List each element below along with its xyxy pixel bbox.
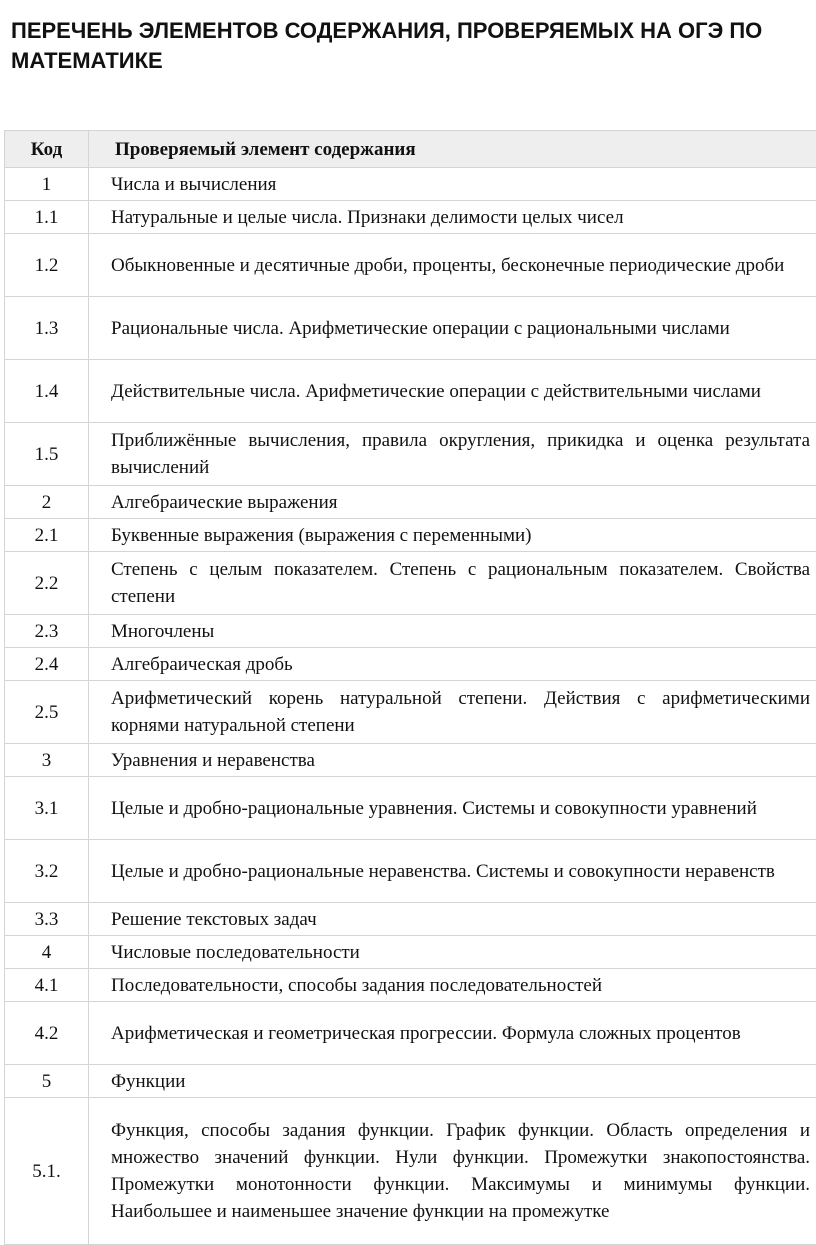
table-row bbox=[5, 681, 816, 744]
table-row bbox=[5, 777, 816, 840]
row-code: 2.3 bbox=[5, 615, 89, 648]
row-code: 2.2 bbox=[5, 552, 89, 615]
table-row bbox=[5, 201, 816, 234]
row-description: Целые и дробно-рациональные неравенства. Системы и совокупности неравенств bbox=[89, 840, 816, 903]
row-description: Рациональные числа. Арифметические операции с рациональными числами bbox=[89, 297, 816, 360]
row-description: Числовые последовательности bbox=[89, 936, 816, 969]
row-description: Алгебраические выражения bbox=[89, 486, 816, 519]
row-code: 2.1 bbox=[5, 519, 89, 552]
row-description: Приближённые вычисления, правила округления, прикидка и оценка результата вычислений bbox=[89, 423, 816, 486]
row-code: 3.1 bbox=[5, 777, 89, 840]
row-description: Уравнения и неравенства bbox=[89, 744, 816, 777]
table-row bbox=[5, 486, 816, 519]
row-description: Последовательности, способы задания последовательностей bbox=[89, 969, 816, 1002]
table-row bbox=[5, 234, 816, 297]
row-code: 2.5 bbox=[5, 681, 89, 744]
row-code: 1.1 bbox=[5, 201, 89, 234]
row-description: Натуральные и целые числа. Признаки делимости целых чисел bbox=[89, 201, 816, 234]
row-code: 1.4 bbox=[5, 360, 89, 423]
table-row bbox=[5, 936, 816, 969]
row-code: 3.2 bbox=[5, 840, 89, 903]
table-row bbox=[5, 648, 816, 681]
table-row bbox=[5, 744, 816, 777]
row-description: Целые и дробно-рациональные уравнения. Системы и совокупности уравнений bbox=[89, 777, 816, 840]
row-code: 4 bbox=[5, 936, 89, 969]
row-description: Арифметический корень натуральной степени. Действия с арифметическими корнями натуральной степени bbox=[89, 681, 816, 744]
row-code: 1 bbox=[5, 168, 89, 201]
row-description: Функции bbox=[89, 1065, 816, 1098]
table-row bbox=[5, 840, 816, 903]
row-description: Многочлены bbox=[89, 615, 816, 648]
table-header-row bbox=[5, 131, 816, 168]
table-row bbox=[5, 1098, 816, 1245]
row-code: 3 bbox=[5, 744, 89, 777]
row-code: 2.4 bbox=[5, 648, 89, 681]
row-description: Степень с целым показателем. Степень с рациональным показателем. Свойства степени bbox=[89, 552, 816, 615]
row-code: 4.2 bbox=[5, 1002, 89, 1065]
row-description: Обыкновенные и десятичные дроби, проценты, бесконечные периодические дроби bbox=[89, 234, 816, 297]
row-code: 5 bbox=[5, 1065, 89, 1098]
table-row bbox=[5, 969, 816, 1002]
table-row bbox=[5, 360, 816, 423]
header-code: Код bbox=[5, 131, 89, 168]
table-row bbox=[5, 423, 816, 486]
table-row bbox=[5, 615, 816, 648]
row-code: 1.3 bbox=[5, 297, 89, 360]
row-description: Числа и вычисления bbox=[89, 168, 816, 201]
header-description: Проверяемый элемент содержания bbox=[89, 131, 816, 168]
table-row bbox=[5, 1065, 816, 1098]
row-code: 4.1 bbox=[5, 969, 89, 1002]
row-description: Арифметическая и геометрическая прогрессии. Формула сложных процентов bbox=[89, 1002, 816, 1065]
row-description: Действительные числа. Арифметические операции с действительными числами bbox=[89, 360, 816, 423]
content-elements-table bbox=[4, 130, 816, 1245]
table-row bbox=[5, 903, 816, 936]
row-description: Функция, способы задания функции. График функции. Область определения и множество значений функции. Нули функции. Промежутки знакопостоянства. Промежутки монотонности функции. Максимумы и минимумы функции. Наибольшее и наименьшее значение функции на промежутке bbox=[89, 1098, 816, 1245]
table-row bbox=[5, 297, 816, 360]
row-code: 2 bbox=[5, 486, 89, 519]
row-description: Буквенные выражения (выражения с переменными) bbox=[89, 519, 816, 552]
row-code: 3.3 bbox=[5, 903, 89, 936]
row-code: 1.2 bbox=[5, 234, 89, 297]
row-code: 5.1. bbox=[5, 1098, 89, 1245]
row-code: 1.5 bbox=[5, 423, 89, 486]
table-row bbox=[5, 168, 816, 201]
row-description: Решение текстовых задач bbox=[89, 903, 816, 936]
table-row bbox=[5, 519, 816, 552]
table-row bbox=[5, 1002, 816, 1065]
table-row bbox=[5, 552, 816, 615]
document-title: ПЕРЕЧЕНЬ ЭЛЕМЕНТОВ СОДЕРЖАНИЯ, ПРОВЕРЯЕМЫХ НА ОГЭ ПО МАТЕМАТИКЕ bbox=[11, 16, 801, 76]
row-description: Алгебраическая дробь bbox=[89, 648, 816, 681]
